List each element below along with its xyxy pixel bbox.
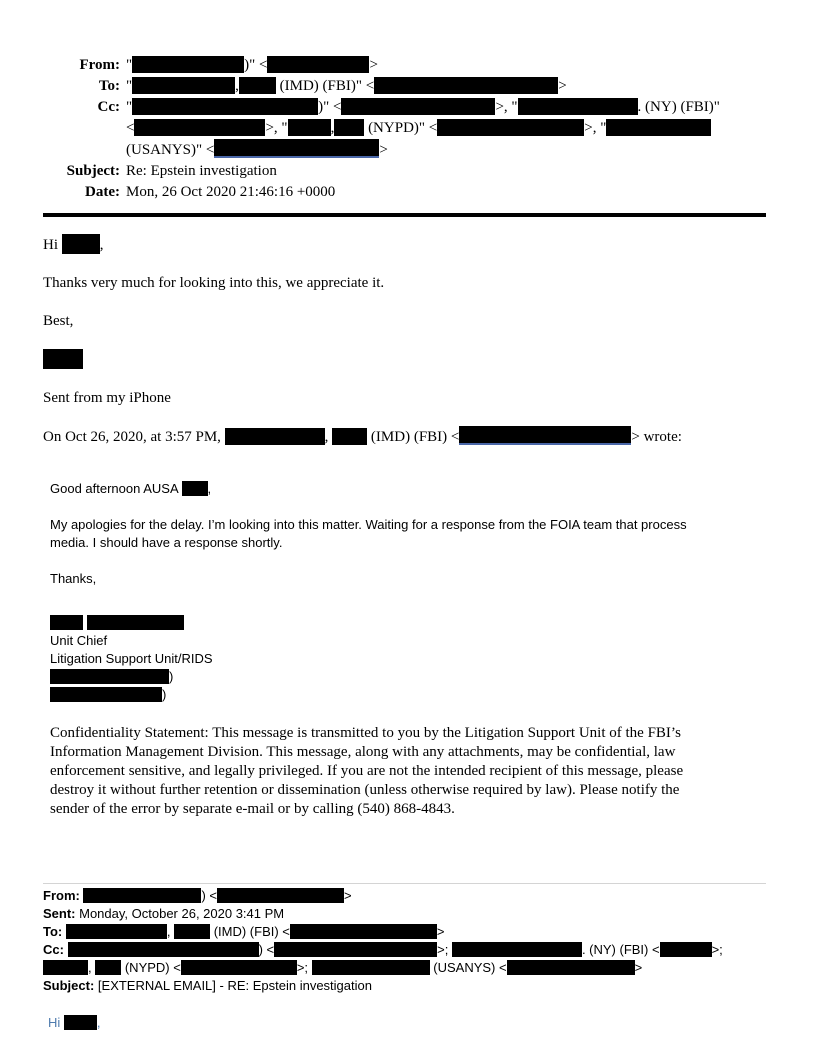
text-run: > wrote: (631, 429, 682, 445)
message-body-top (43, 234, 766, 448)
text-run: (NYPD) < (121, 960, 181, 975)
redaction-bar (452, 942, 582, 957)
text-run: )" < (244, 57, 268, 73)
header-field-row (43, 97, 766, 161)
text-run: Subject: (43, 978, 98, 993)
redaction-bar (68, 942, 259, 957)
header-value-line (126, 76, 766, 97)
redaction-bar (64, 1015, 97, 1030)
header-field-label: To: (98, 78, 120, 94)
header-field-value (126, 182, 766, 203)
text-run: , (88, 960, 96, 975)
header-field-label: Date: (85, 184, 120, 200)
text-run: (IMD) (FBI)" < (275, 78, 375, 94)
text-run: Sent: (43, 906, 80, 921)
inner-body-paragraph (50, 516, 766, 552)
text-run: < (126, 120, 135, 136)
text-run: >; (437, 942, 452, 957)
redaction-bar (95, 960, 121, 975)
redaction-bar (341, 98, 495, 115)
redaction-bar (332, 428, 367, 445)
paragraph-line: My apologies for the delay. I’m looking into this matter. Waiting for a response from the FOIA team that process (50, 517, 687, 532)
text-run: >, " (584, 120, 607, 136)
redaction-bar (507, 960, 635, 975)
inner-greeting-line (50, 480, 766, 498)
quoted-header-line (43, 941, 766, 959)
text-run: (NYPD)" < (364, 120, 438, 136)
paragraph-line: enforcement sensitive, and legally privileged. If you are not the intended recipient of this message, please (50, 763, 684, 779)
thanks-line: Thanks very much for looking into this, we appreciate it. (43, 275, 385, 291)
text-run: To: (43, 924, 66, 939)
text-run: ) (169, 669, 174, 684)
text-run: > (436, 924, 445, 939)
header-value-line (126, 182, 766, 203)
signature-phone-line-2 (50, 686, 766, 704)
redaction-bar (334, 119, 364, 136)
text-run: >, " (495, 99, 518, 115)
text-run: >; (296, 960, 312, 975)
redaction-bar (174, 924, 210, 939)
header-field-value (126, 76, 766, 97)
text-run: > (634, 960, 643, 975)
header-field-value (126, 161, 766, 182)
redaction-bar (43, 960, 88, 975)
quoted-header-line (43, 887, 766, 905)
header-field-label: Subject: (66, 163, 120, 179)
text-run: On Oct 26, 2020, at 3:57 PM, (43, 429, 225, 445)
redaction-bar (459, 426, 631, 445)
header-value-line (126, 161, 766, 182)
redaction-bar (437, 119, 584, 136)
text-run: (IMD) (FBI) < (367, 429, 460, 445)
signature-unit: Litigation Support Unit/RIDS (50, 651, 213, 666)
redaction-bar (87, 615, 184, 630)
redaction-bar (290, 924, 437, 939)
text-run: >; (711, 942, 723, 957)
header-value-line (126, 118, 766, 139)
redaction-bar (267, 56, 369, 73)
text-run: >, " (265, 120, 288, 136)
signature-phone-line-1 (50, 668, 766, 686)
header-field-label: Cc: (97, 99, 120, 115)
text-run: Hi (43, 237, 62, 253)
text-run: Monday, October 26, 2020 3:41 PM (79, 906, 285, 921)
text-run: From: (43, 888, 84, 903)
signature-title: Unit Chief (50, 633, 108, 648)
inner-thanks-line: Thanks, (50, 571, 97, 586)
text-run: (USANYS) < (429, 960, 507, 975)
text-run: " (126, 57, 133, 73)
header-value-line (126, 139, 766, 161)
redaction-bar (43, 349, 83, 369)
text-run: > (369, 57, 378, 73)
text-run: , (324, 429, 333, 445)
redaction-bar (181, 960, 297, 975)
text-run: Mon, 26 Oct 2020 21:46:16 +0000 (126, 184, 336, 200)
redaction-bar (50, 615, 83, 630)
text-run: " (126, 78, 133, 94)
quoted-header-line (43, 923, 766, 941)
text-run: , (207, 481, 212, 496)
text-run: > (379, 142, 388, 158)
text-run: Cc: (43, 942, 68, 957)
header-value-line (126, 55, 766, 76)
redaction-bar (134, 119, 265, 136)
paragraph-line: sender of the error by separate e-mail or by calling (540) 868-4843. (50, 801, 455, 817)
quoted-header-line (43, 959, 766, 977)
redaction-bar (288, 119, 331, 136)
text-run: ) (162, 687, 167, 702)
redaction-bar (518, 98, 638, 115)
sender-name-redacted (43, 349, 766, 371)
quoted-header-line (43, 905, 766, 923)
text-run: ) < (258, 942, 275, 957)
header-field-row (43, 55, 766, 76)
text-run: . (NY) (FBI)" (637, 99, 720, 115)
redaction-bar (66, 924, 167, 939)
text-run: (IMD) (FBI) < (210, 924, 290, 939)
redaction-bar (606, 119, 711, 136)
redaction-bar (182, 481, 208, 496)
text-run: > (558, 78, 567, 94)
closing-line: Best, (43, 313, 74, 329)
text-run: Re: Epstein investigation (126, 163, 277, 179)
email-header (43, 55, 766, 203)
redaction-bar (50, 687, 162, 702)
confidentiality-statement (50, 724, 766, 819)
paragraph-line: Information Management Division. This message, along with any attachments, may be confidential, law (50, 744, 676, 760)
header-field-value (126, 55, 766, 76)
text-run: Hi (48, 1015, 64, 1030)
redaction-bar (225, 428, 325, 445)
header-value-line (126, 97, 766, 118)
header-field-row (43, 182, 766, 203)
quoted-header-line (43, 977, 766, 995)
header-field-value (126, 97, 766, 161)
signature-name-redacted (50, 614, 766, 632)
header-divider (43, 213, 766, 217)
redaction-bar (132, 56, 244, 73)
paragraph-line: destroy it without further retention or dissemination (unless otherwise required by law). Please notify the (50, 782, 680, 798)
redaction-bar (132, 77, 235, 94)
redaction-bar (217, 888, 344, 903)
header-field-row (43, 76, 766, 97)
quoted-email-header (43, 883, 766, 995)
redaction-bar (132, 98, 318, 115)
text-run: (USANYS)" < (126, 142, 215, 158)
sent-from-iphone-line: Sent from my iPhone (43, 390, 171, 406)
text-run: Good afternoon AUSA (50, 481, 182, 496)
text-run: , (330, 120, 335, 136)
redaction-bar (660, 942, 712, 957)
paragraph-line: media. I should have a response shortly. (50, 535, 283, 550)
text-run: )" < (318, 99, 342, 115)
text-run: . (NY) (FBI) < (581, 942, 660, 957)
redaction-bar (214, 139, 379, 158)
redaction-bar (62, 234, 100, 254)
redaction-bar (50, 669, 169, 684)
quote-intro-line (43, 426, 766, 448)
greeting-line (43, 234, 766, 256)
text-run: , (99, 237, 104, 253)
text-run: > (344, 888, 352, 903)
text-run: " (126, 99, 133, 115)
redaction-bar (83, 888, 201, 903)
redaction-bar (274, 942, 437, 957)
redaction-bar (239, 77, 276, 94)
paragraph-line: Confidentiality Statement: This message is transmitted to you by the Litigation Support Unit of the FBI’s (50, 725, 681, 741)
text-run: , (96, 1015, 101, 1030)
redaction-bar (374, 77, 558, 94)
text-run: , (166, 924, 175, 939)
redaction-bar (312, 960, 430, 975)
signature-block (50, 614, 766, 704)
header-field-row (43, 161, 766, 182)
text-run: [EXTERNAL EMAIL] - RE: Epstein investigation (97, 978, 372, 993)
text-run: , (235, 78, 239, 94)
bottom-greeting-line (48, 1014, 766, 1032)
quoted-message-body (50, 480, 766, 819)
header-field-label: From: (79, 57, 120, 73)
text-run: ) < (201, 888, 217, 903)
